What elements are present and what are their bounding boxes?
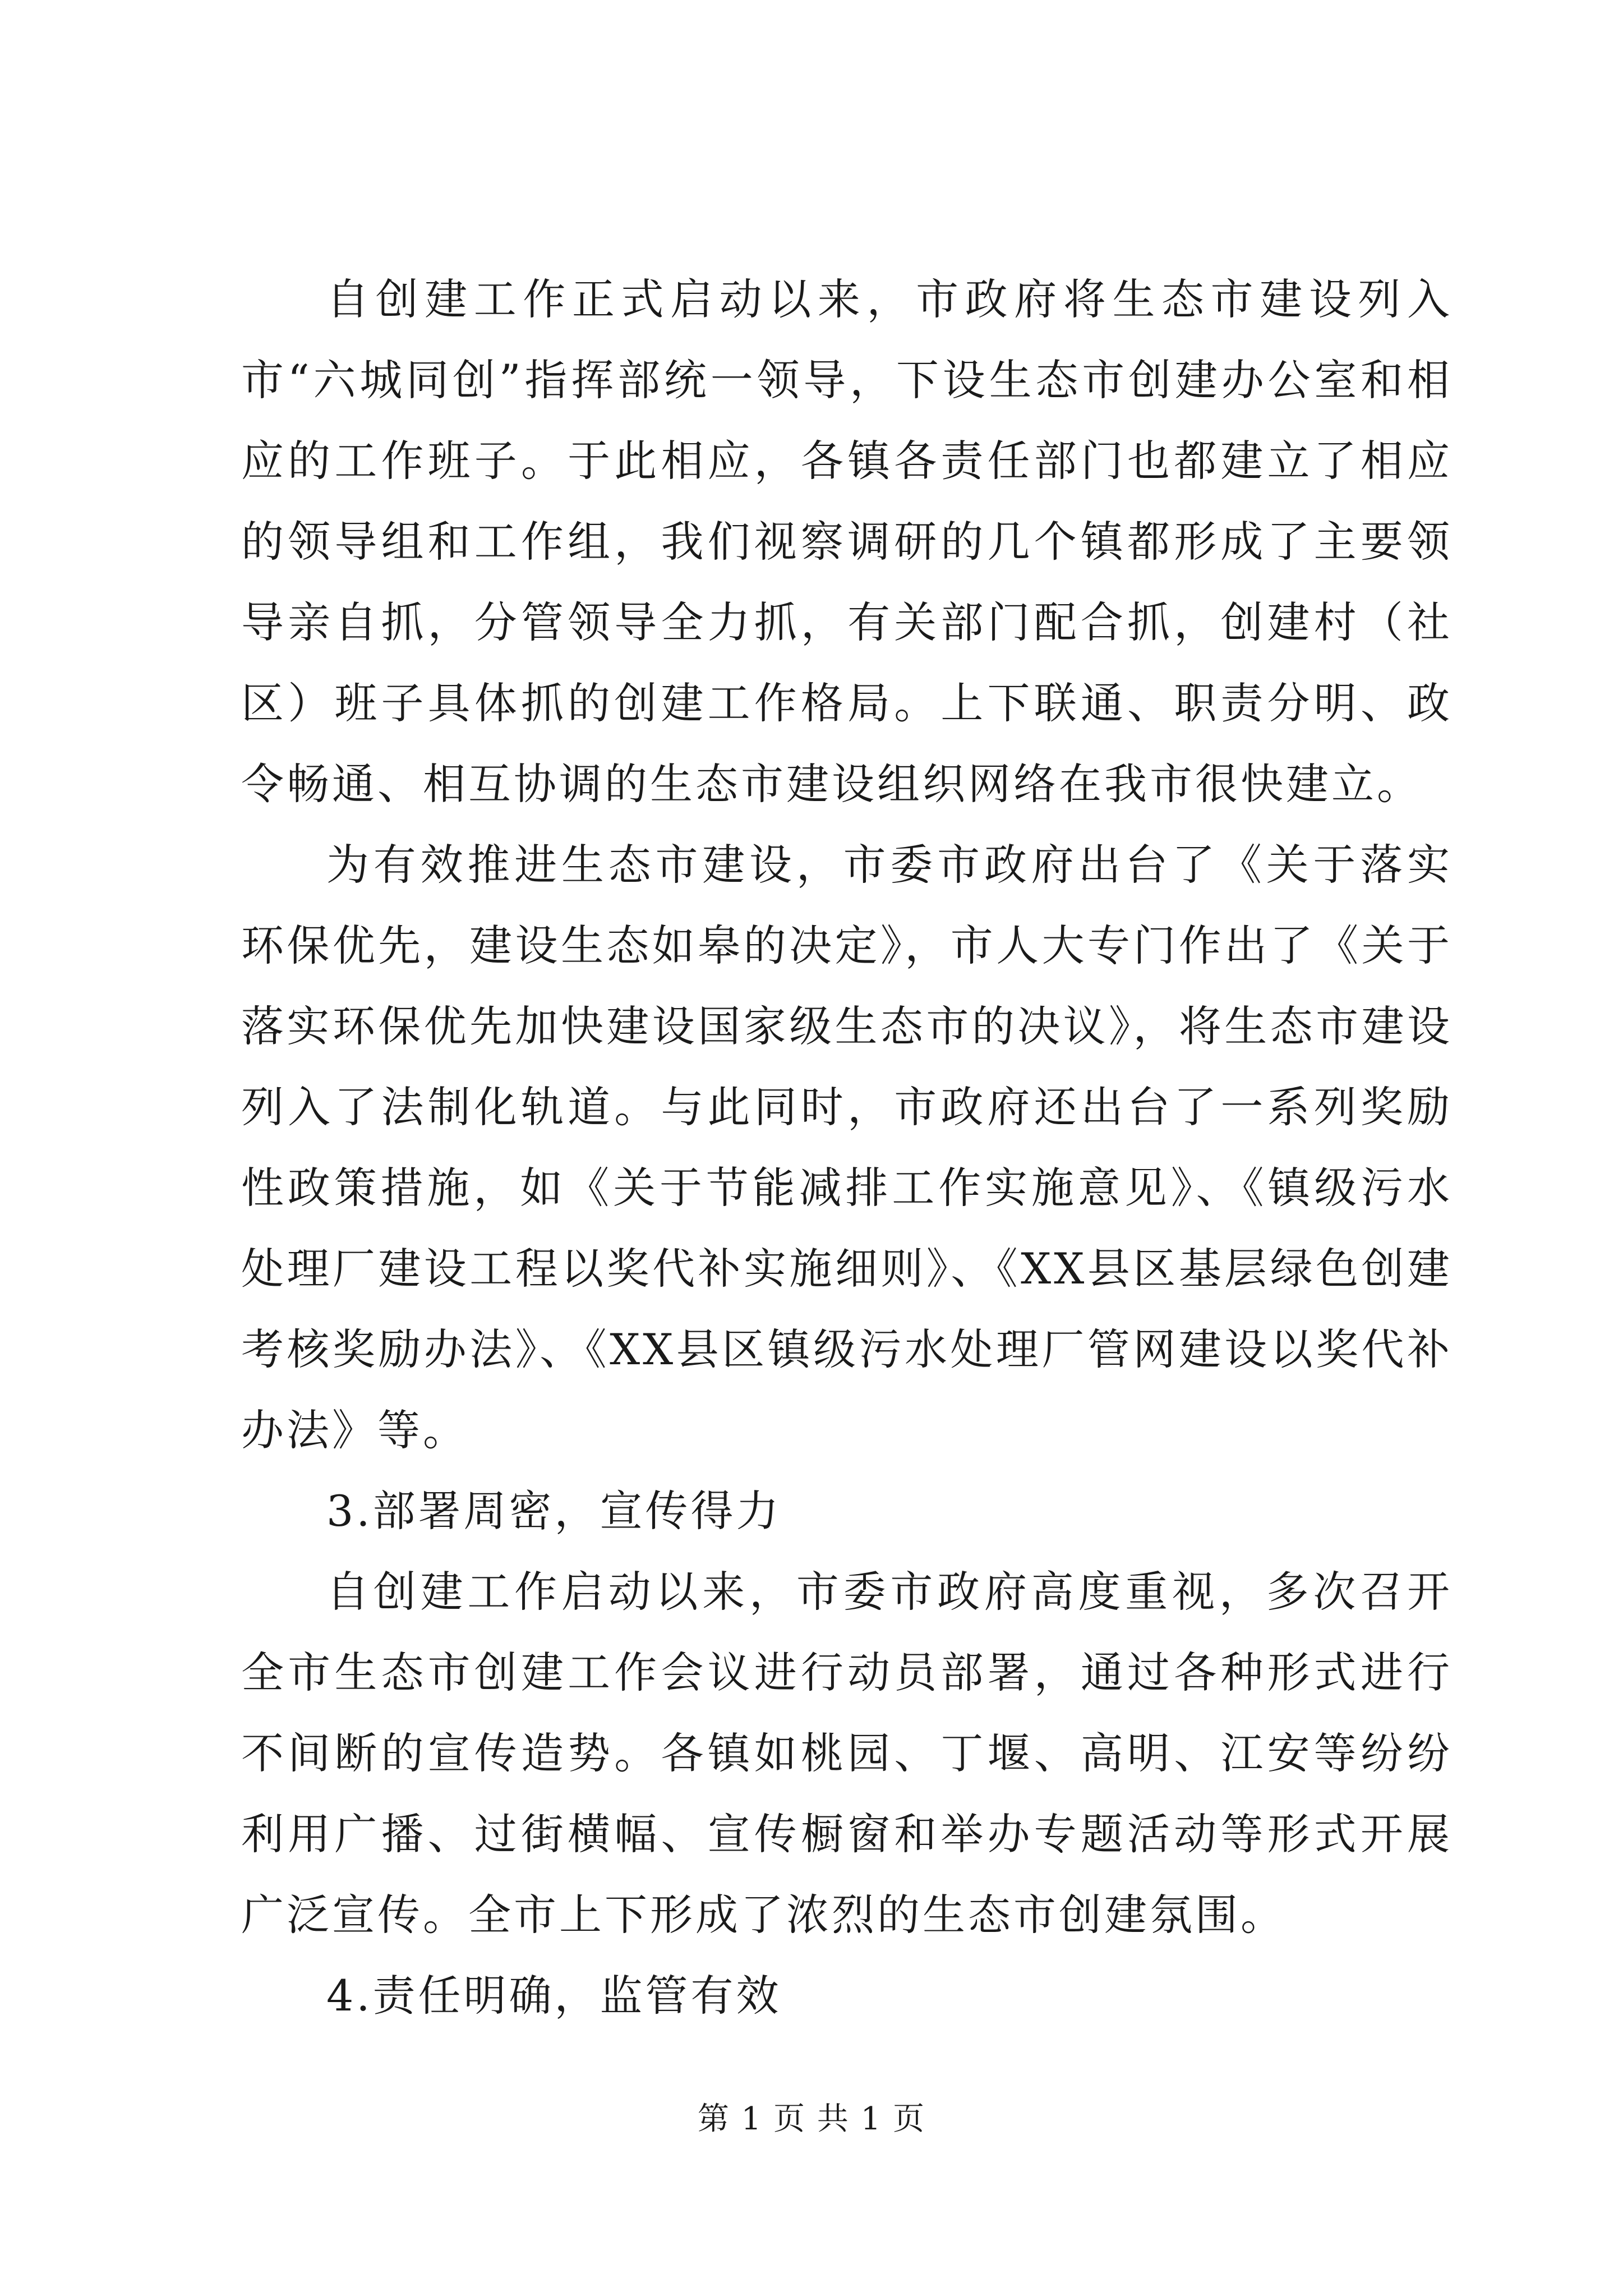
section-heading-4: 4.责任明确，监管有效 [326,1971,782,2021]
paragraph-policy: 为有效推进生态市建设，市委市政府出台了《关于落实环保优先，建设生态如皋的决定》，市人大专门作出了《关于落实环保优先加快建设国家级生态市的决议》，将生态市建设列入了法制化轨道。与此同时，市政府还出台了一系列奖励性政策措施，如《关于节能减排工作实施意见》、《镇级污水处理厂建设工程以奖代补实施细则》、《XX县区基层绿色创建考核奖励办法》、《XX县区镇级污水处理厂管网建设以奖代补办法》等。 [241,840,1453,1455]
paragraph-publicity: 自创建工作启动以来，市委市政府高度重视，多次召开全市生态市创建工作会议进行动员部署，通过各种形式进行不间断的宣传造势。各镇如桃园、丁堰、高明、江安等纷纷利用广播、过街横幅、宣传橱窗和举办专题活动等形式开展广泛宣传。全市上下形成了浓烈的生态市创建氛围。 [241,1567,1453,1940]
page-number-footer: 第 1 页 共 1 页 [697,2101,926,2137]
document-body [241,259,1453,2036]
paragraph-organization: 自创建工作正式启动以来，市政府将生态市建设列入市“六城同创”指挥部统一领导，下设生态市创建办公室和相应的工作班子。于此相应，各镇各责任部门也都建立了相应的领导组和工作组，我们视察调研的几个镇都形成了主要领导亲自抓，分管领导全力抓，有关部门配合抓，创建村（社区）班子具体抓的创建工作格局。上下联通、职责分明、政令畅通、相互协调的生态市建设组织网络在我市很快建立。 [241,274,1453,809]
section-heading-3: 3.部署周密，宣传得力 [326,1486,782,1536]
